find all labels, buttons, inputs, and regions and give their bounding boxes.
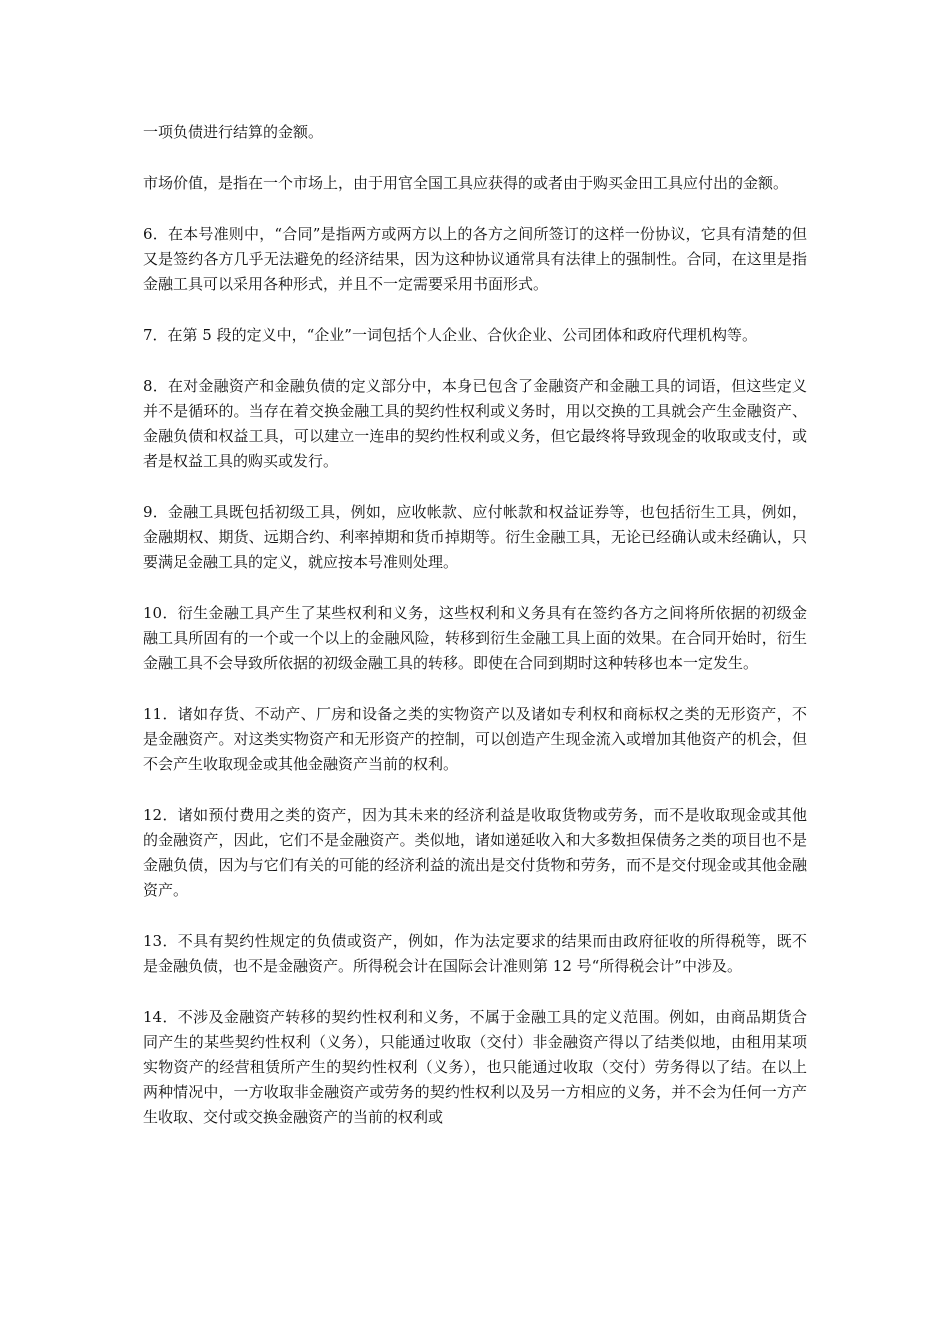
paragraph: 14．不涉及金融资产转移的契约性权利和义务，不属于金融工具的定义范围。例如，由商品期货合同产生的某些契约性权利（义务），只能通过收取（交付）非金融资产得以了结类似地，由租用某项实物资产的经营租赁所产生的契约性权利（义务），也只能通过收取（交付）劳务得以了结。在以上两种情况中，一方收取非金融资产或劳务的契约性权利以及另一方相应的义务，并不会为任何一方产生收取、交付或交换金融资产的当前的权利或 — [143, 1008, 807, 1126]
paragraph: 9．金融工具既包括初级工具，例如，应收帐款、应付帐款和权益证券等，也包括衍生工具，例如，金融期权、期货、远期合约、利率掉期和货币掉期等。衍生金融工具，无论已经确认或未经确认，只 要满足金融工具的定义，就应按本号准则处理。 — [143, 503, 807, 571]
document-body — [143, 120, 807, 1156]
paragraph: 12．诸如预付费用之类的资产，因为其未来的经济利益是收取货物或劳务，而不是收取现金或其他的金融资产，因此，它们不是金融资产。类似地，诸如递延收入和大多数担保债务之类的项目也不是金融负债，因为与它们有关的可能的经济利益的流出是交付货物和劳务，而不是交付现金或其他金融资产。 — [143, 806, 807, 899]
paragraph: 13．不具有契约性规定的负债或资产，例如，作为法定要求的结果而由政府征收的所得税等，既不是金融负债，也不是金融资产。所得税会计在国际会计准则第 12 号“所得税会计”中涉及。 — [143, 932, 807, 975]
paragraph: 8．在对金融资产和金融负债的定义部分中，本身已包含了金融资产和金融工具的词语，但这些定义并不是循环的。当存在着交换金融工具的契约性权利或义务时，用以交换的工具就会产生金融资产、金融负债和权益工具，可以建立一连串的契约性权利或义务，但它最终将导致现金的收取或支付，或者是权益工具的购买或发行。 — [143, 377, 807, 470]
paragraph: 市场价值，是指在一个市场上，由于用官全国工具应获得的或者由于购买金田工具应付出的金额。 — [143, 174, 789, 192]
paragraph: 10．衍生金融工具产生了某些权利和义务，这些权利和义务具有在签约各方之间将所依据的初级金融工具所固有的一个或一个以上的金融风险，转移到衍生金融工具上面的效果。在合同开始时，衍生金融工具不会导致所依据的初级金融工具的转移。即使在合同到期时这种转移也本一定发生。 — [143, 604, 807, 672]
paragraph: 6．在本号准则中，“合同”是指两方或两方以上的各方之间所签订的这样一份协议，它具有清楚的但又是签约各方几乎无法避免的经济结果，因为这种协议通常具有法律上的强制性。合同，在这里是指金融工具可以采用各种形式，并且不一定需要采用书面形式。 — [143, 225, 807, 293]
paragraph: 7．在第 5 段的定义中，“企业”一词包括个人企业、合伙企业、公司团体和政府代理机构等。 — [143, 326, 757, 344]
paragraph: 一项负债进行结算的金额。 — [143, 123, 324, 141]
paragraph: 11．诸如存货、不动产、厂房和设备之类的实物资产以及诸如专利权和商标权之类的无形资产，不是金融资产。对这类实物资产和无形资产的控制，可以创造产生现金流入或增加其他资产的机会，但不会产生收取现金或其他金融资产当前的权利。 — [143, 705, 807, 773]
